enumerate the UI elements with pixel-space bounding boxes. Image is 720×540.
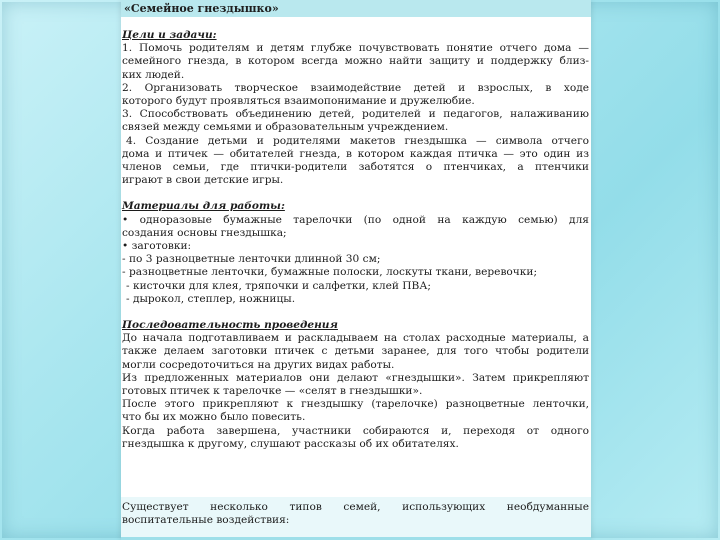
- footer-line: воспитательные воздействия:: [122, 514, 290, 527]
- goals-line: которого будут проявляться взаимопонимание и дружелюбие.: [122, 95, 475, 108]
- document-body: [122, 29, 589, 451]
- goals-line: 2. Организовать творческое взаимодействие детей и взрослых, в ходе: [122, 81, 589, 94]
- materials-line: • одноразовые бумажные тарелочки (по одной на каждую семью) для: [122, 213, 589, 226]
- procedure-line: До начала подготавливаем и раскладываем на столах расходные материалы, а: [122, 332, 589, 345]
- materials-line: • заготовки:: [122, 240, 192, 253]
- goals-line: связей между семьями и образовательным учреждением.: [122, 121, 449, 134]
- procedure-line: также делаем заготовки птичек с детьми заранее, для того чтобы родители: [122, 345, 589, 358]
- materials-heading: Материалы для работы:: [122, 200, 285, 213]
- materials-line: создания основы гнездышка;: [122, 226, 287, 239]
- section-gap: [122, 187, 589, 200]
- materials-line: - кисточки для клея, тряпочки и салфетки, клей ПВА;: [126, 279, 431, 292]
- procedure-line: После этого прикрепляют к гнездышку (тарелочке) разноцветные ленточки,: [122, 398, 589, 411]
- section-gap: [122, 306, 589, 319]
- footer-line: Существует несколько типов семей, использующих необдуманные: [122, 501, 589, 513]
- procedure-heading: Последовательность проведения: [122, 319, 338, 332]
- goals-line: 4. Создание детьми и родителями макетов гнездышка — символа отчего: [126, 134, 589, 147]
- goals-line: играют в свои детские игры.: [122, 174, 284, 187]
- goals-list: [122, 42, 589, 187]
- materials-line: - по 3 разноцветные ленточки длинной 30 см;: [122, 253, 381, 266]
- goals-line: дома и птичек — обитателей гнезда, в котором каждая птичка — это один из: [122, 147, 589, 160]
- procedure-line: что бы их можно было повесить.: [122, 411, 306, 424]
- procedure-line: гнездышка к другому, слушают рассказы об их обитателях.: [122, 437, 459, 450]
- goals-line: 3. Способствовать объединению детей, родителей и педагогов, налаживанию: [122, 108, 589, 121]
- procedure-list: [122, 332, 589, 451]
- procedure-line: готовых птичек к тарелочке — «селят в гнездышки».: [122, 385, 423, 398]
- materials-line: - разноцветные ленточки, бумажные полоски, лоскуты ткани, веревочки;: [122, 266, 538, 279]
- procedure-line: Когда работа завершена, участники собираются и, переходя от одного: [122, 424, 589, 437]
- materials-list: [122, 214, 589, 306]
- goals-line: семейного гнезда, в котором всегда можно найти защиту и поддержку близ-: [122, 55, 589, 68]
- goals-line: членов семьи, где птички-родители заботятся о птенчиках, а птенчики: [122, 161, 589, 174]
- procedure-line: могли сосредоточиться на других видах работы.: [122, 358, 395, 371]
- procedure-line: Из предложенных материалов они делают «гнездышки». Затем прикрепляют: [122, 371, 589, 384]
- footer-paragraph: [122, 501, 589, 527]
- goals-line: 1. Помочь родителям и детям глубже почувствовать понятие отчего дома —: [122, 42, 589, 55]
- goals-line: ких людей.: [122, 68, 185, 81]
- goals-heading: Цели и задачи:: [122, 29, 217, 41]
- document-title: «Семейное гнездышко»: [121, 0, 591, 17]
- materials-line: - дырокол, степлер, ножницы.: [126, 292, 296, 305]
